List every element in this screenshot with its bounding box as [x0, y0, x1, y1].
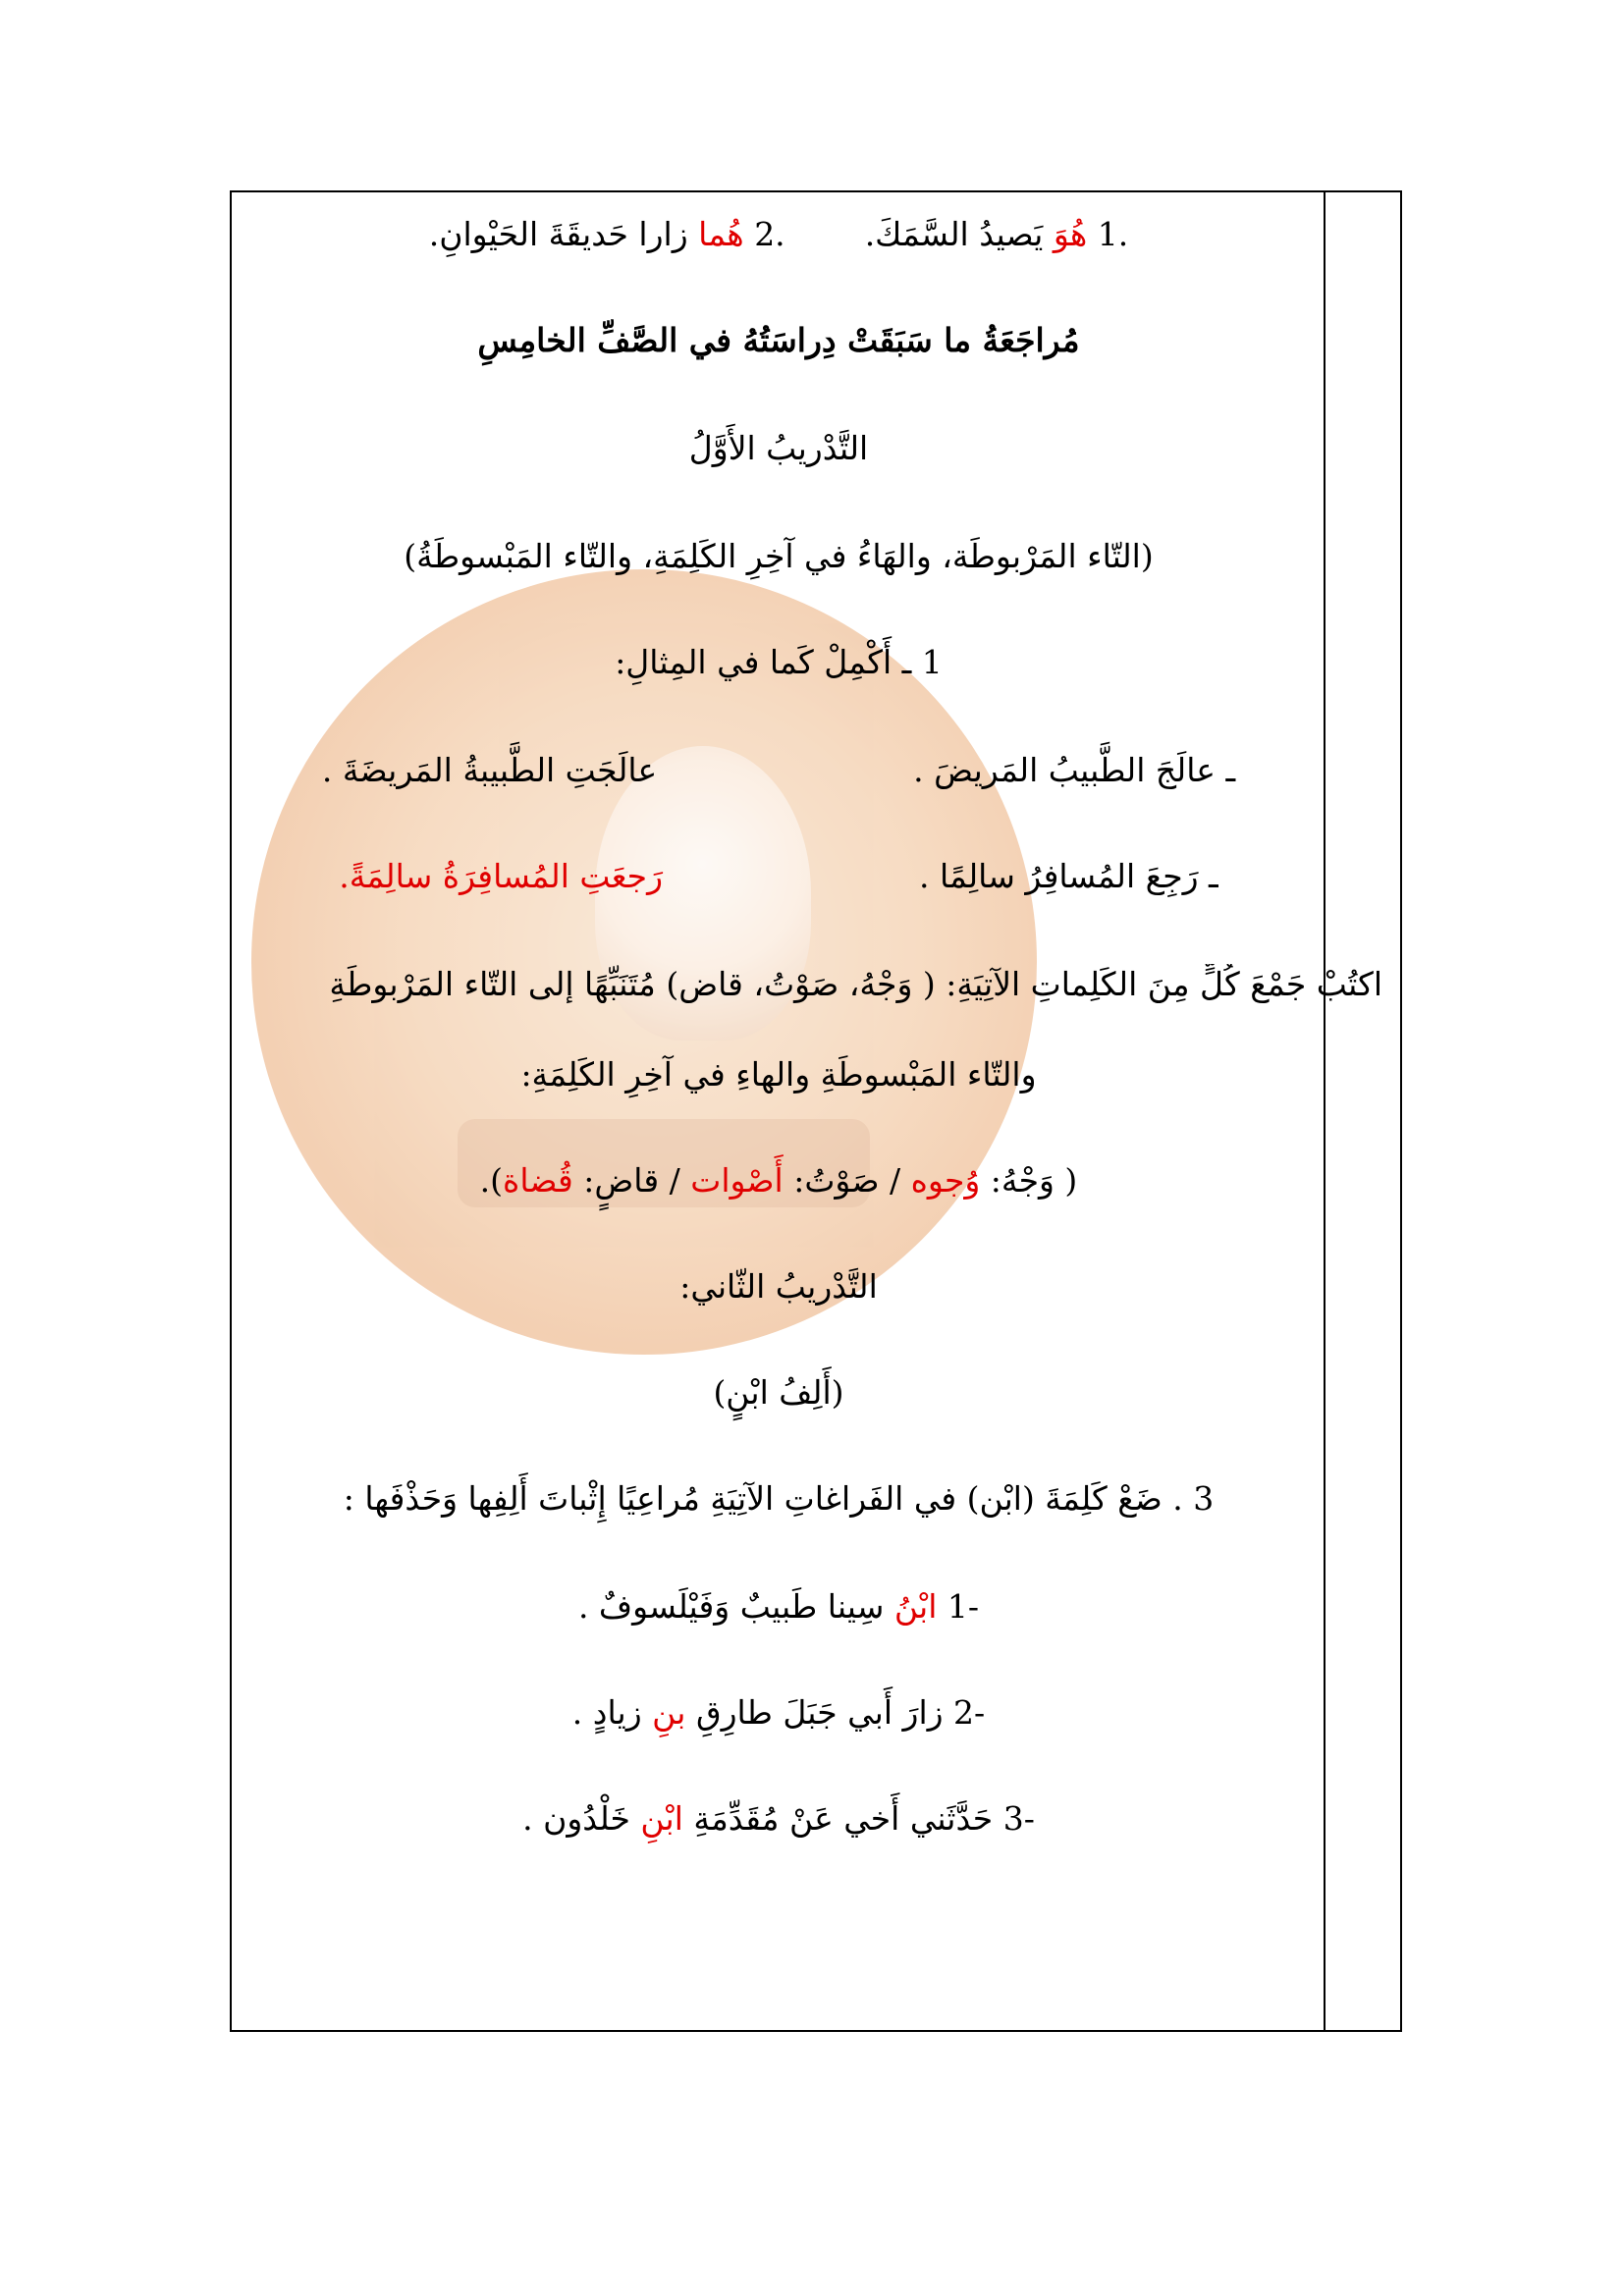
- answer-label: ).: [479, 1161, 504, 1200]
- training-one-topic: (التّاء المَرْبوطَة، والهَاءُ في آخِرِ الكَلِمَةِ، والتّاء المَبْسوطَةُ): [404, 537, 1154, 575]
- item-number: 3-: [1002, 1799, 1035, 1838]
- answer-label: / قاضٍ:: [583, 1161, 680, 1200]
- answer-word: هُوَ: [1053, 215, 1088, 253]
- sentence-three: [232, 1798, 1325, 1839]
- training-two-topic: (أَلِفُ ابْنٍ): [713, 1373, 844, 1412]
- question-one: 1 ـ أَكْمِلْ كَما في المِثالِ:: [615, 643, 943, 681]
- answer-word: هُما: [698, 215, 744, 253]
- section-title: مُراجَعَةُ ما سَبَقَتْ دِراسَتُهُ في الصَّفِّ الخامِسِ: [477, 321, 1080, 359]
- example-answer: عالَجَتِ الطَّبيبةُ المَريضَةَ .: [321, 751, 658, 789]
- answer-word: ابْنُ: [893, 1587, 938, 1626]
- answer-word: قُضاة: [503, 1161, 573, 1200]
- question-two-answer: [232, 1160, 1325, 1201]
- question-three: 3 . ضَعْ كَلِمَةَ (ابْن) في الفَراغاتِ الآتِيَةِ مُراعِيًا إِثْباتَ أَلِفِها وَحَذْفَها :: [343, 1479, 1215, 1518]
- side-column: [1324, 192, 1400, 2030]
- item-number: 2-: [953, 1693, 986, 1732]
- answer-word: ابْنِ: [640, 1799, 683, 1838]
- training-one-heading: التَّدْريبُ الأَوَّلُ: [688, 429, 869, 467]
- answer-label: ( وَجْهُ:: [990, 1161, 1078, 1200]
- intro-answers-line: [232, 214, 1325, 254]
- training-two-heading: التَّدْريبُ الثّاني:: [679, 1267, 878, 1306]
- sentence-text: زارا حَديقَةَ الحَيْوانِ.: [428, 215, 688, 253]
- example-answer: رَجعَتِ المُسافِرَةُ سالِمَةً.: [339, 857, 664, 895]
- example-row-two: [232, 856, 1325, 896]
- answer-word: وُجوه: [910, 1161, 981, 1200]
- question-two-line-two: والتّاء المَبْسوطَةِ والهاءِ في آخِرِ الكَلِمَةِ:: [520, 1055, 1037, 1094]
- example-given: ـ عالَجَ الطَّبيبُ المَريضَ .: [913, 751, 1236, 789]
- question-two-line-one: اكتُبْ جَمْعَ كُلٍّ مِنَ الكَلِماتِ الآتِيَةِ: ( وَجْهُ، صَوْتُ، قاضٍ) مُتَنَبِّهًا إِلى التّاء المَرْبوطَةِ: [329, 965, 1382, 1003]
- sentence-text: حَدَّثَني أَخي عَنْ مُقَدِّمَةِ: [693, 1799, 994, 1838]
- answer-word: بنِ: [652, 1693, 686, 1732]
- sentence-one: [232, 1586, 1325, 1627]
- sentence-text: زيادٍ .: [571, 1693, 642, 1732]
- item-number: 1-: [947, 1587, 980, 1626]
- example-row-one: [232, 750, 1325, 790]
- sentence-text: زارَ أَبي جَبَلَ طارِقِ: [695, 1693, 944, 1732]
- answer-word: أَصْوات: [690, 1161, 784, 1200]
- sentence-two: [232, 1692, 1325, 1733]
- item-number: 1.: [1097, 215, 1129, 253]
- sentence-text: سِينا طَبيبٌ وَفَيْلَسوفٌ .: [577, 1587, 885, 1626]
- sentence-text: يَصيدُ السَّمَكَ.: [864, 215, 1044, 253]
- item-number: 2.: [754, 215, 785, 253]
- sentence-text: خَلْدُون .: [522, 1799, 630, 1838]
- example-given: ـ رَجِعَ المُسافِرُ سالِمًا .: [919, 857, 1218, 895]
- answer-label: / صَوْتُ:: [793, 1161, 901, 1200]
